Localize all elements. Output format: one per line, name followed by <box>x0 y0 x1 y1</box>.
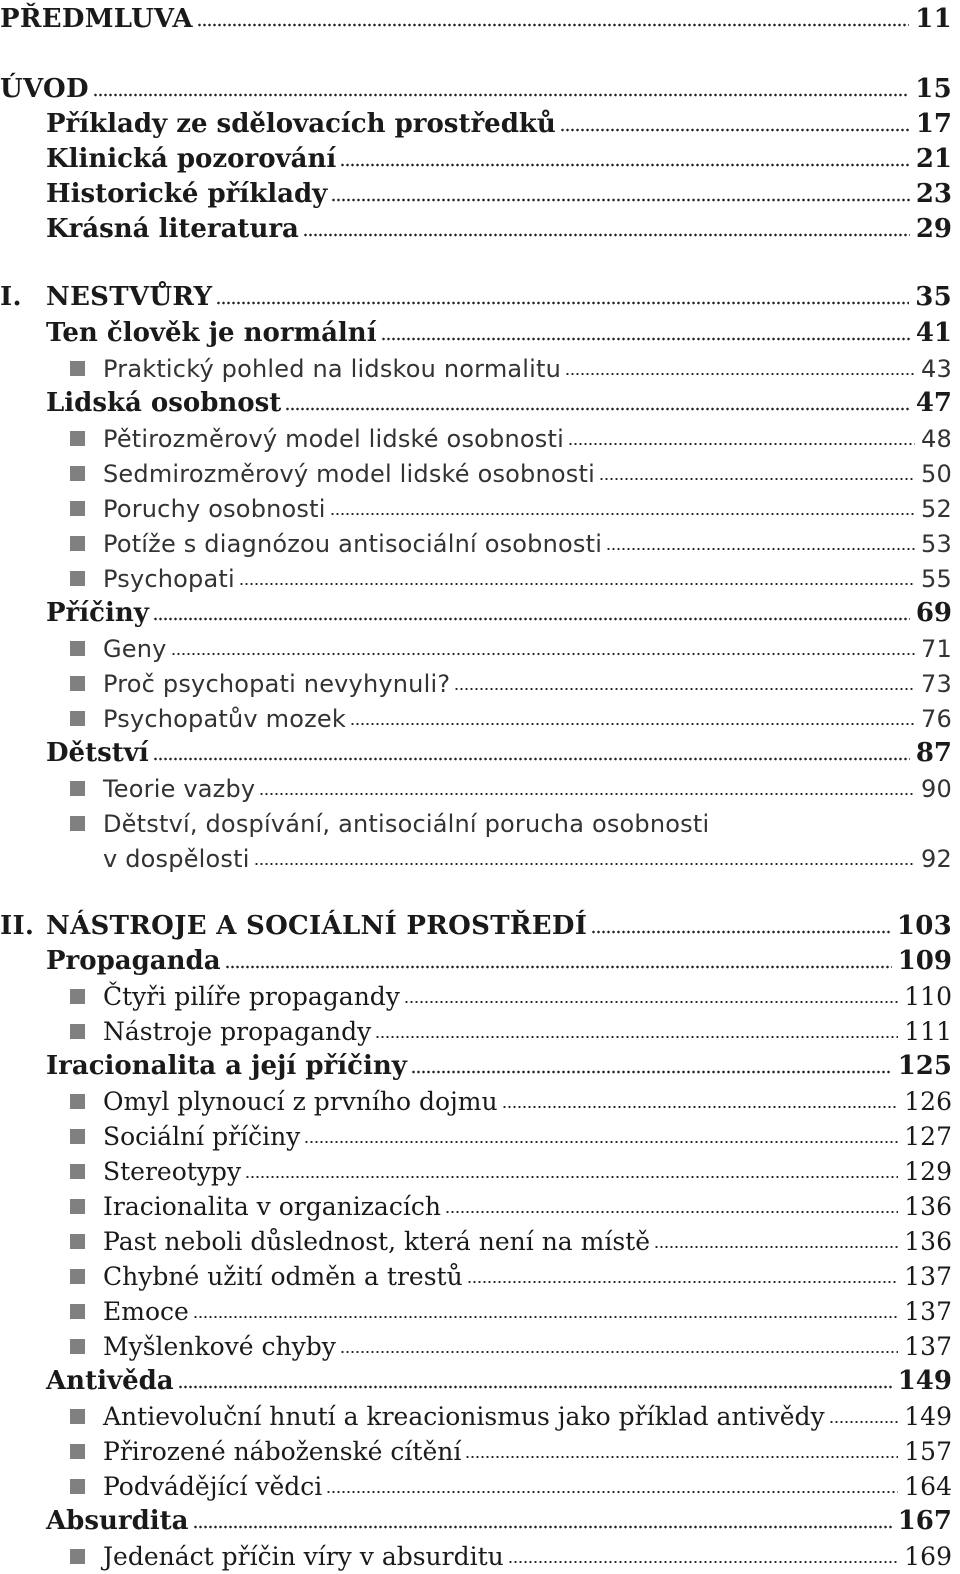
dot-leader <box>93 93 909 97</box>
square-bullet-icon <box>70 1409 85 1424</box>
dot-leader <box>606 547 915 551</box>
dot-leader <box>245 1175 898 1179</box>
toc-entry-page: 110 <box>904 982 952 1011</box>
toc-entry-label: Praktický pohled na lidskou normalitu <box>103 355 562 383</box>
toc-entry-page: 149 <box>897 1366 952 1396</box>
dot-leader <box>508 1560 899 1564</box>
toc-entry-page: 136 <box>904 1227 952 1256</box>
toc-entry-page: 126 <box>904 1087 952 1116</box>
dot-leader <box>465 1455 898 1459</box>
toc-entry-label: Krásná literatura <box>46 214 299 244</box>
toc-entry-predmluva[interactable] <box>0 0 952 34</box>
dot-leader <box>285 407 910 411</box>
dot-leader <box>239 582 915 586</box>
toc-entry[interactable] <box>0 1047 952 1081</box>
toc-entry-page: 137 <box>904 1262 952 1291</box>
toc-entry-label: Nástroje propagandy <box>103 1017 372 1046</box>
toc-entry[interactable] <box>0 314 952 348</box>
toc-subentry[interactable] <box>0 559 952 593</box>
toc-entry-label: Historické příklady <box>46 179 328 209</box>
toc-entry-page: 52 <box>921 495 952 523</box>
dot-leader <box>153 617 910 621</box>
dot-leader <box>303 233 910 237</box>
toc-entry-label: Přirozené náboženské cítění <box>103 1437 462 1466</box>
toc-entry-page: 21 <box>915 144 952 174</box>
toc-subentry[interactable] <box>0 1292 952 1326</box>
toc-entry-page: 48 <box>921 425 952 453</box>
dot-leader <box>654 1245 898 1249</box>
square-bullet-icon <box>70 466 85 481</box>
toc-entry[interactable] <box>0 942 952 976</box>
dot-leader <box>568 442 915 446</box>
toc-entry-page: 29 <box>915 214 952 244</box>
toc-subentry[interactable] <box>0 349 952 383</box>
toc-entry-label: Psychopatův mozek <box>103 705 346 733</box>
toc-entry-label: Příklady ze sdělovacích prostředků <box>46 109 556 139</box>
toc-entry-page: 109 <box>897 946 952 976</box>
toc-entry-label: Klinická pozorování <box>46 144 337 174</box>
toc-entry-page: 125 <box>897 1051 952 1081</box>
toc-subentry[interactable] <box>0 1012 952 1046</box>
toc-subentry[interactable] <box>0 769 952 803</box>
toc-entry-label: Myšlenkové chyby <box>103 1332 336 1361</box>
square-bullet-icon <box>70 781 85 796</box>
toc-entry-page: 137 <box>904 1332 952 1361</box>
toc-subentry[interactable] <box>0 1397 952 1431</box>
part-number: I. <box>0 282 22 312</box>
toc-entry-page: 127 <box>904 1122 952 1151</box>
toc-entry-page: 69 <box>915 598 952 628</box>
toc-part-1[interactable] <box>0 278 952 312</box>
toc-entry-page: 11 <box>915 4 952 34</box>
square-bullet-icon <box>70 361 85 376</box>
toc-entry-page: 157 <box>904 1437 952 1466</box>
square-bullet-icon <box>70 501 85 516</box>
toc-subentry[interactable] <box>0 1537 952 1571</box>
toc-entry-label-continued: v dospělosti <box>103 845 250 873</box>
toc-entry-label: Sedmirozměrový model lidské osobnosti <box>103 460 595 488</box>
toc-entry-page: 53 <box>921 530 952 558</box>
toc-entry-label: Antievoluční hnutí a kreacionismus jako příklad antivědy <box>103 1402 825 1431</box>
square-bullet-icon <box>70 1339 85 1354</box>
toc-entry-label: Čtyři pilíře propagandy <box>103 982 400 1011</box>
toc-entry-uvod[interactable] <box>0 70 952 104</box>
toc-entry-label: ÚVOD <box>0 74 89 104</box>
toc-entry[interactable] <box>0 734 952 768</box>
toc-entry-page: 164 <box>904 1472 952 1501</box>
toc-entry-page: 129 <box>904 1157 952 1186</box>
toc-entry-label: Past neboli důslednost, která není na místě <box>103 1227 651 1256</box>
square-bullet-icon <box>70 1479 85 1494</box>
square-bullet-icon <box>70 1234 85 1249</box>
square-bullet-icon <box>70 1444 85 1459</box>
toc-entry-page: 23 <box>915 179 952 209</box>
toc-entry-label: Omyl plynoucí z prvního dojmu <box>103 1087 498 1116</box>
dot-leader <box>411 1070 892 1074</box>
toc-subentry[interactable] <box>0 1117 952 1151</box>
toc-entry-label: Absurdita <box>46 1506 189 1536</box>
toc-entry-page: 73 <box>921 670 952 698</box>
dot-leader <box>259 792 915 796</box>
toc-entry-label: Emoce <box>103 1297 189 1326</box>
dot-leader <box>467 1280 899 1284</box>
toc-entry[interactable] <box>0 175 952 209</box>
square-bullet-icon <box>70 711 85 726</box>
toc-subentry[interactable] <box>0 804 952 838</box>
toc-entry-page: 136 <box>904 1192 952 1221</box>
toc-entry-label: Iracionalita v organizacích <box>103 1192 441 1221</box>
toc-entry-label: Stereotypy <box>103 1157 242 1186</box>
square-bullet-icon <box>70 1269 85 1284</box>
dot-leader <box>304 1140 898 1144</box>
toc-entry-page: 167 <box>897 1506 952 1536</box>
toc-entry-page: 111 <box>904 1017 952 1046</box>
toc-entry-label: Podvádějící vědci <box>103 1472 323 1501</box>
toc-entry[interactable] <box>0 140 952 174</box>
square-bullet-icon <box>70 816 85 831</box>
dot-leader <box>560 128 910 132</box>
dot-leader <box>197 23 909 27</box>
toc-subentry[interactable] <box>0 1432 952 1466</box>
dot-leader <box>171 652 915 656</box>
dot-leader <box>565 372 915 376</box>
toc-subentry[interactable] <box>0 664 952 698</box>
toc-entry[interactable] <box>0 594 952 628</box>
square-bullet-icon <box>70 1129 85 1144</box>
dot-leader <box>193 1525 892 1529</box>
toc-entry-page: 76 <box>921 705 952 733</box>
dot-leader <box>375 1035 898 1039</box>
dot-leader <box>178 1385 892 1389</box>
toc-entry-label: Chybné užití odměn a trestů <box>103 1262 463 1291</box>
dot-leader <box>225 965 892 969</box>
square-bullet-icon <box>70 1024 85 1039</box>
square-bullet-icon <box>70 431 85 446</box>
toc-entry-page: 41 <box>915 318 952 348</box>
toc-entry-label: Lidská osobnost <box>46 388 282 418</box>
dot-leader <box>829 1420 899 1424</box>
toc-entry-page: 149 <box>904 1402 952 1431</box>
toc-entry-page: 35 <box>915 282 952 312</box>
toc-entry-page: 15 <box>915 74 952 104</box>
toc-entry-page: 47 <box>915 388 952 418</box>
toc-subentry[interactable] <box>0 1082 952 1116</box>
toc-subentry[interactable] <box>0 1257 952 1291</box>
dot-leader <box>350 722 915 726</box>
toc-entry-label: Sociální příčiny <box>103 1122 301 1151</box>
toc-subentry-continuation[interactable] <box>0 839 952 873</box>
square-bullet-icon <box>70 1304 85 1319</box>
toc-entry-label: Jedenáct příčin víry v absurditu <box>103 1542 504 1571</box>
toc-entry-label: Dětství, dospívání, antisociální porucha osobnosti <box>103 810 710 838</box>
square-bullet-icon <box>70 641 85 656</box>
square-bullet-icon <box>70 676 85 691</box>
toc-entry-page: 103 <box>896 911 952 941</box>
square-bullet-icon <box>70 536 85 551</box>
dot-leader <box>381 337 910 341</box>
toc-entry-page: 71 <box>921 635 952 663</box>
dot-leader <box>340 1350 898 1354</box>
toc-entry-page: 87 <box>915 738 952 768</box>
toc-entry-label: Teorie vazby <box>103 775 256 803</box>
dot-leader <box>454 687 915 691</box>
toc-subentry[interactable] <box>0 489 952 523</box>
square-bullet-icon <box>70 571 85 586</box>
toc-entry-page: 90 <box>921 775 952 803</box>
toc-subentry[interactable] <box>0 1222 952 1256</box>
toc-entry-label: Iracionalita a její příčiny <box>46 1051 407 1081</box>
dot-leader <box>330 512 915 516</box>
dot-leader <box>502 1105 899 1109</box>
dot-leader <box>254 862 915 866</box>
toc-entry-label: Propaganda <box>46 946 221 976</box>
toc-subentry[interactable] <box>0 454 952 488</box>
toc-entry-label: Geny <box>103 635 167 663</box>
square-bullet-icon <box>70 1094 85 1109</box>
toc-entry-page: 43 <box>921 355 952 383</box>
square-bullet-icon <box>70 1199 85 1214</box>
toc-subentry[interactable] <box>0 524 952 558</box>
toc-entry[interactable] <box>0 384 952 418</box>
dot-leader <box>591 930 891 934</box>
toc-entry-label: Pětirozměrový model lidské osobnosti <box>103 425 564 453</box>
toc-entry-label: Potíže s diagnózou antisociální osobnosti <box>103 530 603 558</box>
toc-part-2[interactable] <box>0 907 952 941</box>
toc-entry-page: 137 <box>904 1297 952 1326</box>
toc-entry-label: Psychopati <box>103 565 235 593</box>
part-number: II. <box>0 911 35 941</box>
toc-subentry[interactable] <box>0 629 952 663</box>
toc-entry[interactable] <box>0 1502 952 1536</box>
dot-leader <box>599 477 915 481</box>
dot-leader <box>340 163 910 167</box>
toc-entry-page: 92 <box>921 845 952 873</box>
toc-entry-label: NESTVŮRY <box>46 282 213 312</box>
toc-subentry[interactable] <box>0 419 952 453</box>
square-bullet-icon <box>70 989 85 1004</box>
toc-entry[interactable] <box>0 1362 952 1396</box>
toc-subentry[interactable] <box>0 977 952 1011</box>
toc-subentry[interactable] <box>0 1187 952 1221</box>
toc-entry-label: Ten člověk je normální <box>46 318 377 348</box>
dot-leader <box>331 198 910 202</box>
toc-entry-page: 169 <box>904 1542 952 1571</box>
toc-entry-page: 17 <box>915 109 952 139</box>
dot-leader <box>153 757 910 761</box>
toc-subentry[interactable] <box>0 1327 952 1361</box>
toc-entry-label: Proč psychopati nevyhynuli? <box>103 670 451 698</box>
toc-subentry[interactable] <box>0 699 952 733</box>
toc-entry-label: Příčiny <box>46 598 149 628</box>
square-bullet-icon <box>70 1549 85 1564</box>
toc-entry-page: 50 <box>921 460 952 488</box>
toc-entry[interactable] <box>0 105 952 139</box>
dot-leader <box>326 1490 898 1494</box>
toc-entry-label: PŘEDMLUVA <box>0 4 193 34</box>
toc-entry-label: Antivěda <box>46 1366 174 1396</box>
toc-entry-label: Poruchy osobnosti <box>103 495 326 523</box>
toc-subentry[interactable] <box>0 1152 952 1186</box>
dot-leader <box>193 1315 898 1319</box>
toc-entry-label: NÁSTROJE A SOCIÁLNÍ PROSTŘEDÍ <box>46 911 588 941</box>
toc-entry-label: Dětství <box>46 738 149 768</box>
dot-leader <box>216 301 909 305</box>
toc-entry-page: 55 <box>921 565 952 593</box>
toc-subentry[interactable] <box>0 1467 952 1501</box>
toc-entry[interactable] <box>0 210 952 244</box>
dot-leader <box>445 1210 898 1214</box>
square-bullet-icon <box>70 1164 85 1179</box>
dot-leader <box>404 1000 898 1004</box>
